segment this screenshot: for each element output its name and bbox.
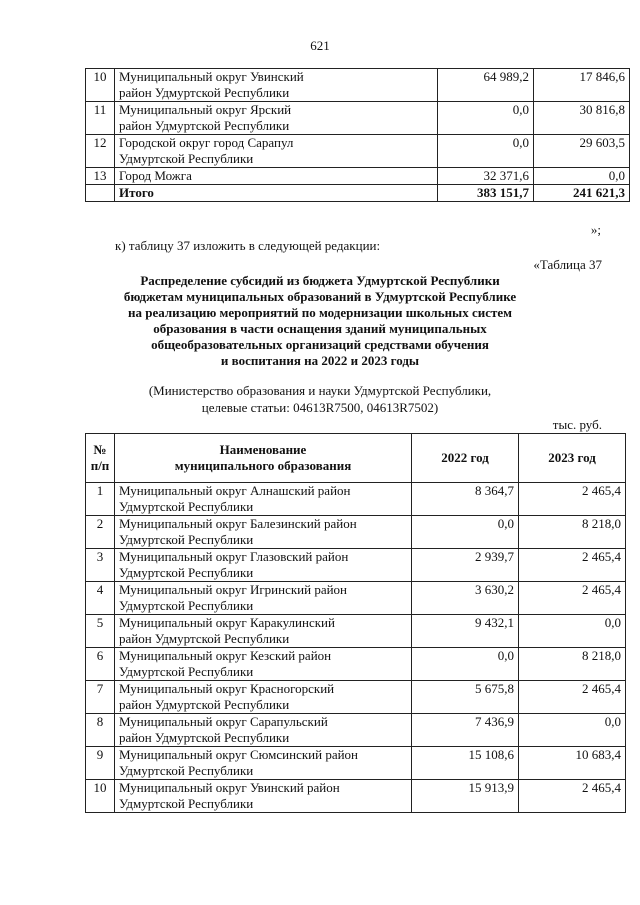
row-value-2022: 64 989,2 — [438, 69, 534, 102]
row-number: 11 — [86, 102, 115, 135]
row-value-2022: 5 675,8 — [412, 681, 519, 714]
row-name-line2: район Удмуртской Республики — [119, 631, 290, 646]
row-value-2022: 9 432,1 — [412, 615, 519, 648]
table-row — [86, 582, 626, 615]
header-2022: 2022 год — [412, 434, 519, 483]
row-name-line1: Город Можга — [119, 168, 192, 183]
row-value-2023: 2 465,4 — [519, 582, 626, 615]
main-table-header — [86, 434, 626, 483]
table-title — [70, 273, 570, 369]
row-number: 2 — [86, 516, 115, 549]
table-row — [86, 549, 626, 582]
row-value-2023: 0,0 — [534, 168, 630, 185]
table-row — [86, 135, 630, 168]
table-row — [86, 714, 626, 747]
table-row — [86, 516, 626, 549]
table-row — [86, 615, 626, 648]
row-name-line1: Муниципальный округ Игринский район — [119, 582, 348, 597]
row-value-2022: 32 371,6 — [438, 168, 534, 185]
row-name-line2: Удмуртской Республики — [119, 532, 254, 547]
row-value-2023: 17 846,6 — [534, 69, 630, 102]
row-number: 3 — [86, 549, 115, 582]
total-value-2023: 241 621,3 — [534, 185, 630, 202]
row-name — [115, 648, 412, 681]
row-name-line2: Удмуртской Республики — [119, 763, 254, 778]
table-row — [86, 102, 630, 135]
row-number: 9 — [86, 747, 115, 780]
table-row — [86, 648, 626, 681]
table-row — [86, 168, 630, 185]
row-name-line2: Удмуртской Республики — [119, 664, 254, 679]
table-reference: «Таблица 37 — [533, 257, 602, 272]
title-line: Распределение субсидий из бюджета Удмуртской Республики — [140, 273, 500, 288]
row-name-line1: Муниципальный округ Сарапульский — [119, 714, 328, 729]
row-name-line1: Муниципальный округ Каракулинский — [119, 615, 335, 630]
row-name-line1: Муниципальный округ Увинский район — [119, 780, 340, 795]
row-name-line1: Муниципальный округ Ярский — [119, 102, 292, 117]
row-value-2023: 2 465,4 — [519, 549, 626, 582]
row-number: 1 — [86, 483, 115, 516]
closing-quote: »; — [590, 222, 601, 237]
row-value-2022: 8 364,7 — [412, 483, 519, 516]
row-value-2023: 0,0 — [519, 714, 626, 747]
row-value-2022: 15 913,9 — [412, 780, 519, 813]
row-name-line2: Удмуртской Республики — [119, 151, 254, 166]
table-row — [86, 69, 630, 102]
row-value-2023: 8 218,0 — [519, 648, 626, 681]
row-number: 12 — [86, 135, 115, 168]
page-number: 621 — [310, 38, 330, 53]
subtitle-line: (Министерство образования и науки Удмуртской Республики, — [148, 383, 492, 398]
row-value-2023: 2 465,4 — [519, 681, 626, 714]
row-name — [115, 516, 412, 549]
row-value-2023: 10 683,4 — [519, 747, 626, 780]
units-label: тыс. руб. — [552, 417, 602, 432]
row-name-line1: Муниципальный округ Сюмсинский район — [119, 747, 359, 762]
title-line: образования в части оснащения зданий муниципальных — [153, 321, 487, 336]
total-value-2022: 383 151,7 — [438, 185, 534, 202]
row-name-line1: Муниципальный округ Красногорский — [119, 681, 335, 696]
row-value-2022: 2 939,7 — [412, 549, 519, 582]
title-line: на реализацию мероприятий по модернизации школьных систем — [127, 305, 512, 320]
row-name-line2: Удмуртской Республики — [119, 796, 254, 811]
row-name — [115, 102, 438, 135]
row-value-2022: 15 108,6 — [412, 747, 519, 780]
header-name — [115, 434, 412, 483]
row-name-line2: район Удмуртской Республики — [119, 85, 290, 100]
top-table — [85, 68, 630, 202]
row-number: 10 — [86, 69, 115, 102]
row-name-line1: Муниципальный округ Кезский район — [119, 648, 332, 663]
row-name — [115, 549, 412, 582]
row-value-2023: 2 465,4 — [519, 780, 626, 813]
header-num-line2: п/п — [90, 458, 110, 473]
main-table — [85, 433, 626, 813]
row-value-2023: 8 218,0 — [519, 516, 626, 549]
row-value-2023: 29 603,5 — [534, 135, 630, 168]
table-row — [86, 483, 626, 516]
row-value-2022: 0,0 — [412, 648, 519, 681]
subtitle-line: целевые статьи: 04613R7500, 04613R7502) — [201, 400, 439, 415]
table-subtitle — [70, 382, 570, 416]
table-row — [86, 780, 626, 813]
row-number: 10 — [86, 780, 115, 813]
row-value-2022: 0,0 — [438, 135, 534, 168]
top-table-body — [86, 69, 630, 202]
title-line: общеобразовательных организаций средствами обучения — [151, 337, 489, 352]
row-number: 4 — [86, 582, 115, 615]
header-name-line1: Наименование — [219, 442, 307, 457]
row-value-2023: 2 465,4 — [519, 483, 626, 516]
main-table-body — [86, 483, 626, 813]
row-name — [115, 780, 412, 813]
row-number: 6 — [86, 648, 115, 681]
header-num-line1: № — [93, 442, 107, 457]
row-number: 7 — [86, 681, 115, 714]
row-name — [115, 714, 412, 747]
row-value-2023: 30 816,8 — [534, 102, 630, 135]
row-name-line2: Удмуртской Республики — [119, 565, 254, 580]
total-label: Итого — [115, 185, 438, 202]
instruction-text: к) таблицу 37 изложить в следующей редакции: — [115, 238, 381, 253]
header-2023: 2023 год — [519, 434, 626, 483]
row-name — [115, 681, 412, 714]
row-name-line1: Муниципальный округ Балезинский район — [119, 516, 357, 531]
total-empty — [86, 185, 115, 202]
row-name — [115, 747, 412, 780]
row-name — [115, 615, 412, 648]
header-num — [86, 434, 115, 483]
title-line: и воспитания на 2022 и 2023 годы — [220, 353, 420, 368]
row-value-2022: 0,0 — [438, 102, 534, 135]
row-value-2022: 3 630,2 — [412, 582, 519, 615]
row-number: 5 — [86, 615, 115, 648]
title-line: бюджетам муниципальных образований в Удмуртской Республике — [123, 289, 517, 304]
row-name — [115, 135, 438, 168]
row-number: 8 — [86, 714, 115, 747]
row-name — [115, 582, 412, 615]
row-name — [115, 69, 438, 102]
row-name — [115, 483, 412, 516]
header-name-line2: муниципального образования — [174, 458, 352, 473]
row-value-2022: 0,0 — [412, 516, 519, 549]
row-name-line1: Муниципальный округ Увинский — [119, 69, 304, 84]
row-value-2023: 0,0 — [519, 615, 626, 648]
row-name-line2: Удмуртской Республики — [119, 598, 254, 613]
table-row — [86, 747, 626, 780]
row-name-line1: Городской округ город Сарапул — [119, 135, 294, 150]
row-name-line2: район Удмуртской Республики — [119, 730, 290, 745]
total-row — [86, 185, 630, 202]
header-row — [86, 434, 626, 483]
table-row — [86, 681, 626, 714]
row-name-line2: район Удмуртской Республики — [119, 118, 290, 133]
row-number: 13 — [86, 168, 115, 185]
row-name-line2: район Удмуртской Республики — [119, 697, 290, 712]
row-name-line1: Муниципальный округ Алнашский район — [119, 483, 351, 498]
row-name-line1: Муниципальный округ Глазовский район — [119, 549, 349, 564]
row-value-2022: 7 436,9 — [412, 714, 519, 747]
row-name-line2: Удмуртской Республики — [119, 499, 254, 514]
row-name — [115, 168, 438, 185]
